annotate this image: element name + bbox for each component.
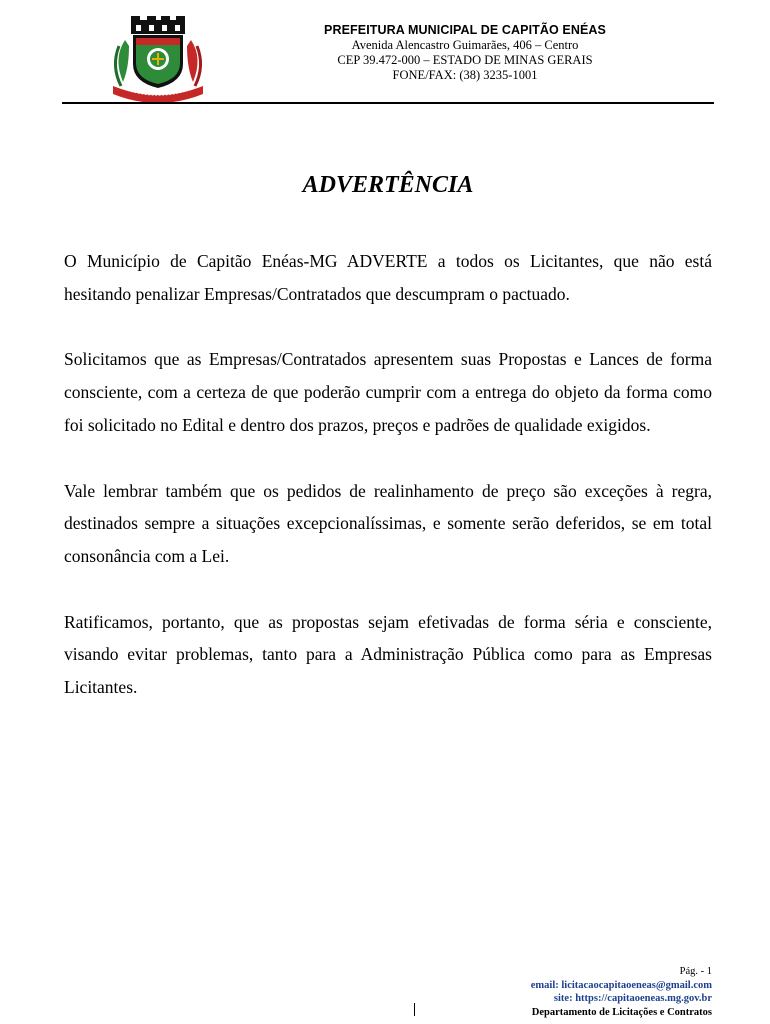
paragraph: Ratificamos, portanto, que as propostas sejam efetivadas de forma séria e consciente, visando evitar problemas, tanto para a Administração Pública como para as Empresas Licitantes. [64, 611, 712, 698]
organization-name: PREFEITURA MUNICIPAL DE CAPITÃO ENÉAS [324, 23, 606, 37]
page-footer [412, 965, 712, 1019]
footer-email-link[interactable]: email: licitacaocapitaoeneas@gmail.com [530, 979, 712, 991]
letterhead [232, 22, 698, 83]
cep-line: CEP 39.472-000 – ESTADO DE MINAS GERAIS [337, 53, 593, 67]
document-title: ADVERTÊNCIA [302, 172, 474, 198]
footer-site-link[interactable]: site: https://capitaoeneas.mg.gov.br [553, 993, 712, 1004]
address-line: Avenida Alencastro Guimarães, 406 – Centro [351, 38, 579, 52]
department-name: Departamento de Licitações e Contratos [531, 1006, 712, 1018]
phone-line: FONE/FAX: (38) 3235-1001 [392, 68, 538, 82]
document-body [64, 245, 712, 737]
paragraph: Solicitamos que as Empresas/Contratados apresentem suas Propostas e Lances de forma consciente, com a certeza de que poderão cumprir com a entrega do objeto da forma como foi solicitado no Edital e dentro dos prazos, preços e padrões de qualidade exigidos. [64, 349, 712, 435]
paragraph: Vale lembrar também que os pedidos de realinhamento de preço são exceções à regra, destinados sempre a situações excepcionalíssimas, e somente serão deferidos, se em total consonância com a Lei. [64, 480, 712, 566]
coat-of-arms-icon [103, 16, 213, 102]
coat-of-arms-logo [103, 16, 213, 102]
paragraph: O Município de Capitão Enéas-MG ADVERTE a todos os Licitantes, que não está hesitando penalizar Empresas/Contratados que descumpram o pactuado. [64, 251, 712, 304]
header-divider [62, 102, 714, 104]
page-number: Pág. - 1 [679, 966, 712, 977]
